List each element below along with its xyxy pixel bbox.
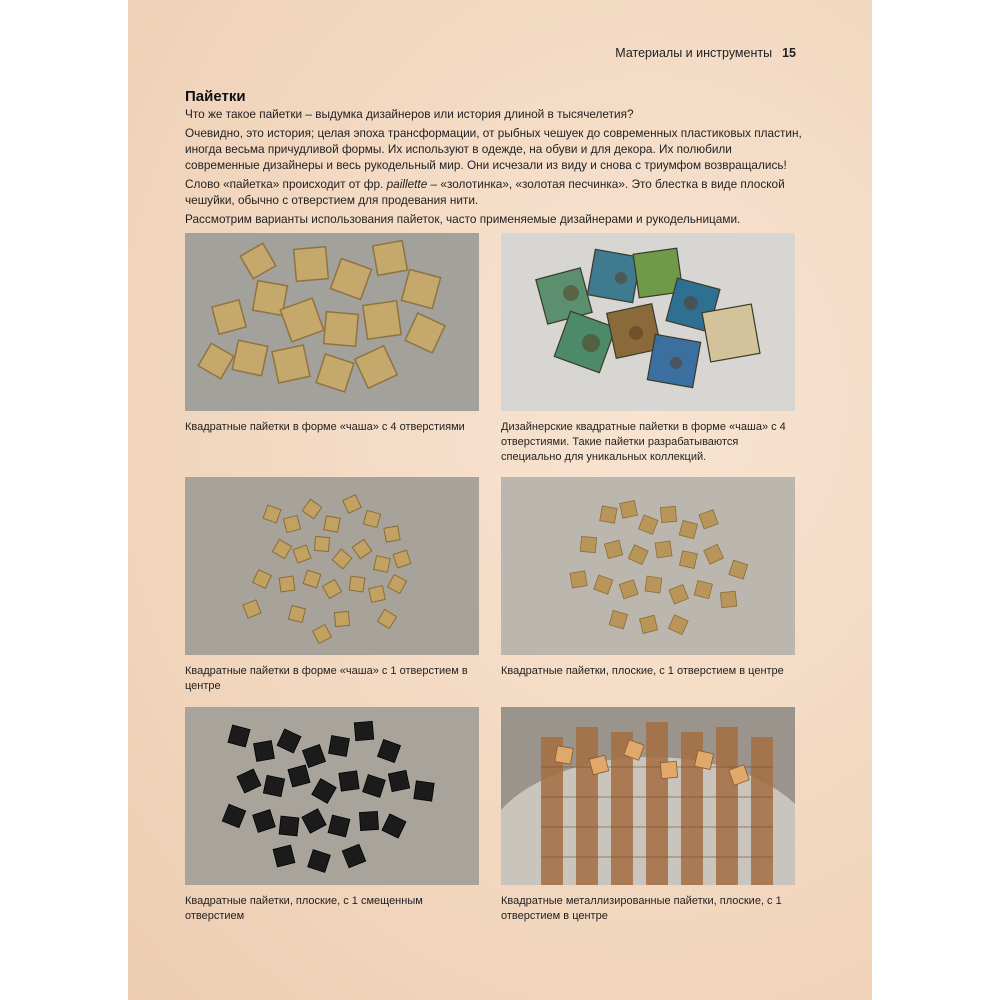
running-header [615, 46, 796, 60]
paragraph-3-end: – «золотинка», «золотая песчинка». Это блестка в виде плоской чешуйки, обычно с отверстием для продевания нити. [185, 177, 785, 207]
section-name: Материалы и инструменты [615, 46, 773, 60]
caption-6: Квадратные металлизированные пайетки, плоские, с 1 отверстием в центре [501, 895, 782, 922]
photo-gold-cup-sequins-4-holes [185, 233, 479, 411]
photo-metallic-sequins-strands [501, 707, 795, 885]
photo-designer-cup-sequins [501, 233, 795, 411]
photo-flat-gold-sequins [501, 477, 795, 655]
paragraph-1: Что же такое пайетки – выдумка дизайнеров или история длиной в тысячелетия? [185, 107, 634, 121]
section-title: Пайетки [185, 88, 246, 105]
photo-black-flat-sequins [185, 707, 479, 885]
caption-5: Квадратные пайетки, плоские, с 1 смещенным отверстием [185, 895, 423, 922]
paragraph-3-italic: paillette [386, 177, 428, 191]
book-page [128, 0, 872, 1000]
page-number: 15 [782, 46, 796, 60]
paragraph-3-start: Слово «пайетка» происходит от фр. [185, 177, 387, 191]
paragraph-3 [185, 176, 805, 208]
caption-1: Квадратные пайетки в форме «чаша» с 4 отверстиями [185, 421, 465, 433]
caption-3: Квадратные пайетки в форме «чаша» с 1 отверстием в центре [185, 665, 468, 692]
photo-gold-cup-sequins-1-hole [185, 477, 479, 655]
paragraph-2: Очевидно, это история; целая эпоха трансформации, от рыбных чешуек до современных пластиковых пластин, иногда весьма причудливой формы. Их используют в одежде, на обуви и для декора. Их полюбили современные дизайнеры и весь рукодельный мир. Они исчезали из виду и снова с триумфом возвращались! [185, 126, 802, 172]
body-text [185, 106, 805, 230]
paragraph-4: Рассмотрим варианты использования пайеток, часто применяемые дизайнерами и рукодельницами. [185, 212, 741, 226]
caption-2: Дизайнерские квадратные пайетки в форме «чаша» с 4 отверстиями. Такие пайетки разрабатываются специально для уникальных коллекций. [501, 421, 786, 463]
caption-4: Квадратные пайетки, плоские, с 1 отверстием в центре [501, 665, 784, 677]
